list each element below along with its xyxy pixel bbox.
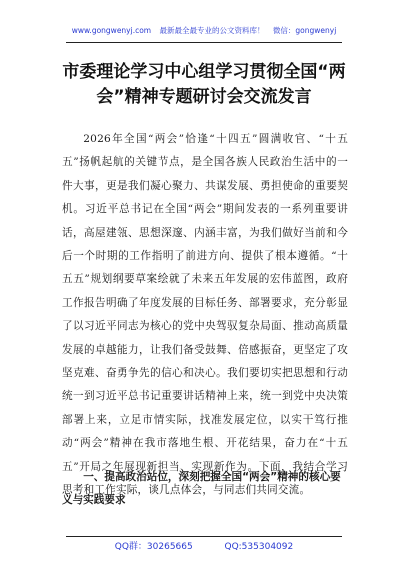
section-heading: 一、提高政治站位，深刻把握全国“两会”精神的核心要义与实践要求 [62,471,341,506]
header-slogan: 最新最全最专业的公文资料库！ [159,26,265,35]
header-divider [66,42,342,43]
page-header [0,26,408,36]
document-body [62,128,348,503]
footer-divider [66,536,342,537]
page-footer [0,541,408,553]
body-paragraph: 2026年全国“两会”恰逢“十四五”圆满收官、“十五五”扬帆起航的关键节点，是全国各族人民政治生活中的一件大事，更是我们凝心聚力、共谋发展、勇担使命的重要契机。习近平总书记在全国“两会”期间发表的一系列重要讲话，高屋建瓴、思想深邃、内涵丰富，为我们做好当前和今后一个时期的工作指明了前进方向、提供了根本遵循。“十五五”规划纲要草案绘就了未来五年发展的宏伟蓝图，政府工作报告明确了年度发展的目标任务、部署要求，充分彰显了以习近平同志为核心的党中央驾驭复杂局面、推动高质量发展的卓越能力，让我们备受鼓舞、倍感振奋，更坚定了攻坚克难、奋勇争先的信心和决心。我们要切实把思想和行动统一到习近平总书记重要讲话精神上来，统一到党中央决策部署上来，立足市情实际，找准发展定位，以实干笃行推动“两会”精神在我市落地生根、开花结果，奋力在“十五五”开局之年展现新担当、实现新作为。下面，我结合学习思考和工作实际，谈几点体会，与同志们共同交流。 [62,133,348,497]
footer-qq-group: QQ群：30265665 [114,542,193,552]
header-wechat: 微信：gongwenyj [272,26,337,35]
document-title: 市委理论学习中心组学习贯彻全国“两会”精神专题研讨会交流发言 [62,62,346,107]
header-website[interactable]: www.gongwenyj.com [71,26,152,35]
footer-qq-contact: QQ:535304092 [224,542,294,552]
